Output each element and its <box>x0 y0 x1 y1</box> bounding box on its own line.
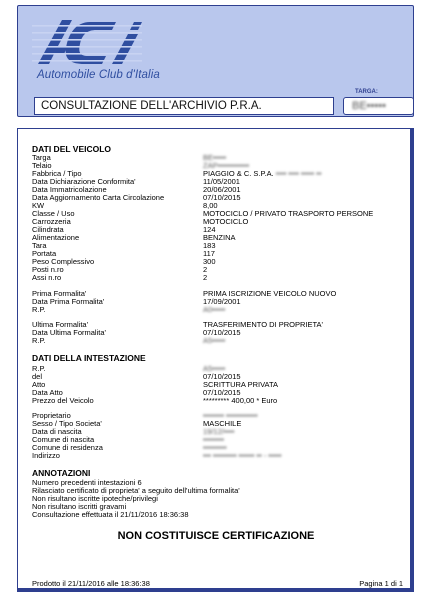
field-value: ZAP•••••••••••• <box>203 161 250 170</box>
field-label: Comune di nascita <box>32 435 95 444</box>
field-label: Alimentazione <box>32 233 80 242</box>
annotation-line: Non risultano iscritti gravami <box>32 502 127 511</box>
field-label: del <box>32 372 43 381</box>
field-value: A0••••• <box>203 305 226 314</box>
field-label: Indirizzo <box>32 451 60 460</box>
field-label: Telaio <box>32 161 52 170</box>
footer-produced: Prodotto il 21/11/2016 alle 18:36:38 <box>32 579 150 588</box>
field-value: PRIMA ISCRIZIONE VEICOLO NUOVO <box>203 289 337 298</box>
field-row <box>32 396 402 405</box>
header-banner <box>17 5 414 117</box>
field-label: Data di nascita <box>32 427 82 436</box>
field-label: Data Aggiornamento Carta Circolazione <box>32 193 165 202</box>
field-label: Peso Complessivo <box>32 257 95 266</box>
field-value: TRASFERIMENTO DI PROPRIETA' <box>203 320 323 329</box>
field-value: •••••••• •••••••••••• <box>203 411 258 420</box>
field-value: BENZINA <box>203 233 236 242</box>
field-value: 8,00 <box>203 201 218 210</box>
field-value-main: PIAGGIO & C. S.P.A. <box>203 169 274 178</box>
targa-value: BE••••• <box>352 100 386 112</box>
section-veicolo-heading: DATI DEL VEICOLO <box>32 144 112 154</box>
field-value: 117 <box>203 249 215 258</box>
field-value: 17/09/2001 <box>203 297 241 306</box>
annotation-line: Rilasciato certificato di proprieta' a seguito dell'ultima formalita' <box>32 486 240 495</box>
field-value: 07/10/2015 <box>203 193 241 202</box>
field-label: Data Prima Formalita' <box>32 297 105 306</box>
field-label: Atto <box>32 380 46 389</box>
field-label: Tara <box>32 241 47 250</box>
field-value: A5••••• <box>203 336 226 345</box>
field-value: ••••••••• <box>203 443 227 452</box>
field-value: 11/05/2001 <box>203 177 240 186</box>
field-row <box>32 273 402 282</box>
footer-page-number: Pagina 1 di 1 <box>359 579 403 588</box>
field-value: 2 <box>203 273 208 282</box>
field-row <box>32 451 402 460</box>
field-value: MASCHILE <box>203 419 242 428</box>
field-value: A5••••• <box>203 364 226 373</box>
field-label: Proprietario <box>32 411 71 420</box>
field-value: ********* 400,00 * Euro <box>203 396 278 405</box>
field-label: Portata <box>32 249 57 258</box>
page-title: CONSULTAZIONE DELL'ARCHIVIO P.R.A. <box>34 97 334 115</box>
field-value: ••• ••••••••• •••••• •• - ••••• <box>203 451 282 460</box>
section-intestazione-heading: DATI DELLA INTESTAZIONE <box>32 353 146 363</box>
field-label: Assi n.ro <box>32 273 62 282</box>
field-label: R.P. <box>32 336 46 345</box>
annotation-line: Consultazione effettuata il 21/11/2016 18:36:38 <box>32 510 189 519</box>
field-value: 300 <box>203 257 216 266</box>
field-label: R.P. <box>32 364 46 373</box>
field-value: SCRITTURA PRIVATA <box>203 380 279 389</box>
targa-label: TARGA: <box>355 89 378 95</box>
field-label: Targa <box>32 153 51 162</box>
annotation-line: Numero precedenti intestazioni 6 <box>32 478 142 487</box>
field-value: •••••••• <box>203 435 225 444</box>
field-label: Sesso / Tipo Societa' <box>32 419 102 428</box>
field-value: 124 <box>203 225 216 234</box>
field-label: R.P. <box>32 305 46 314</box>
field-value: MOTOCICLO / PRIVATO TRASPORTO PERSONE <box>203 209 374 218</box>
annotation-line: Non risultano iscritte ipoteche/privilegi <box>32 494 158 503</box>
field-row <box>32 305 402 314</box>
targa-field <box>343 97 414 115</box>
field-label: Classe / Uso <box>32 209 75 218</box>
field-value: 2 <box>203 265 208 274</box>
field-label: Prezzo del Veicolo <box>32 396 94 405</box>
field-label: KW <box>32 201 45 210</box>
field-value-extra: •••• •••• ••••• •• <box>275 169 322 178</box>
field-value: 20/06/2001 <box>203 185 241 194</box>
field-label: Data Immatricolazione <box>32 185 107 194</box>
field-label: Data Atto <box>32 388 63 397</box>
field-label: Data Ultima Formalita' <box>32 328 106 337</box>
field-value: 07/10/2015 <box>203 328 241 337</box>
field-value: BE••••• <box>203 153 227 162</box>
field-value: 19/12/•••• <box>203 427 235 436</box>
club-name: Automobile Club d'Italia <box>37 69 160 81</box>
non-certification-notice: NON COSTITUISCE CERTIFICAZIONE <box>117 530 315 542</box>
field-value: 07/10/2015 <box>203 388 241 397</box>
field-label: Comune di residenza <box>32 443 103 452</box>
section-annotazioni-heading: ANNOTAZIONI <box>32 468 91 478</box>
field-label: Prima Formalita' <box>32 289 87 298</box>
field-label: Cilindrata <box>32 225 64 234</box>
field-label: Fabbrica / Tipo <box>32 169 82 178</box>
field-label: Carrozzeria <box>32 217 71 226</box>
field-row <box>32 336 402 345</box>
field-label: Data Dichiarazione Conformita' <box>32 177 136 186</box>
aci-logo <box>32 12 142 66</box>
field-value: 07/10/2015 <box>203 372 241 381</box>
field-value: 183 <box>203 241 216 250</box>
field-label: Ultima Formalita' <box>32 320 89 329</box>
field-value: MOTOCICLO <box>203 217 249 226</box>
field-label: Posti n.ro <box>32 265 64 274</box>
